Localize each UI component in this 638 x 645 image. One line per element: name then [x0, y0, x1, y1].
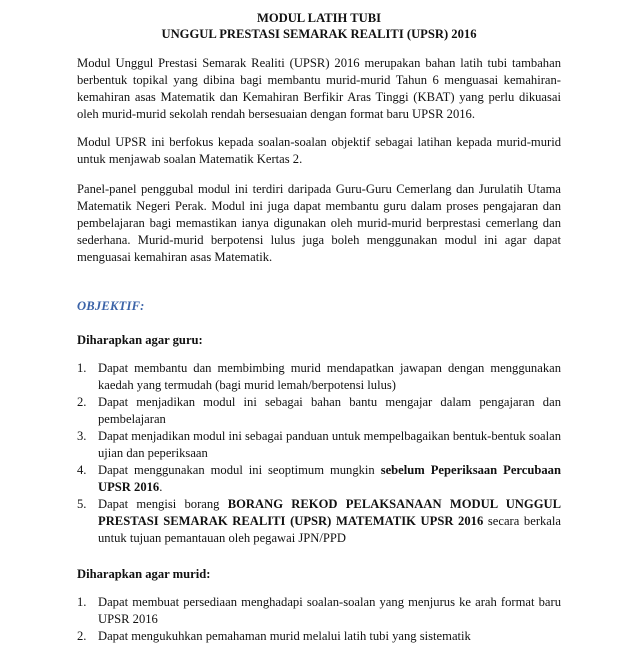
- list-item-number: 4.: [77, 463, 87, 477]
- list-item-text: Dapat mengukuhkan pemahaman murid melalui latih tubi yang sistematik: [98, 629, 471, 643]
- list-item: [77, 394, 561, 428]
- murid-heading: Diharapkan agar murid:: [77, 567, 211, 581]
- list-item-text: Dapat menggunakan modul ini seoptimum mungkin: [98, 463, 381, 477]
- list-item: [77, 360, 561, 394]
- intro-paragraph-3: Panel-panel penggubal modul ini terdiri daripada Guru-Guru Cemerlang dan Jurulatih Utama Matematik Negeri Perak. Modul ini juga dapat membantu guru dalam proses pengajaran dan pembelajaran bagi memastikan ianya digunakan oleh murid-murid berprestasi cemerlang dan sederhana. Murid-murid berpotensi lulus juga boleh menggunakan modul ini agar dapat menguasai kemahiran asas Matematik.: [77, 182, 561, 264]
- list-item-number: 2.: [77, 395, 87, 409]
- list-item-text-end: .: [159, 480, 163, 494]
- list-item: [77, 628, 561, 645]
- murid-objectives-list: [77, 594, 561, 645]
- list-item-number: 5.: [77, 497, 87, 511]
- list-item-number: 1.: [77, 595, 87, 609]
- list-item-number: 3.: [77, 429, 87, 443]
- intro-paragraph-1: Modul Unggul Prestasi Semarak Realiti (UPSR) 2016 merupakan bahan latih tubi tambahan berbentuk topikal yang dibina bagi membantu murid-murid Tahun 6 menguasai kemahiran-kemahiran asas Matematik dan Kemahiran Berfikir Aras Tinggi (KBAT) yang perlu dikuasai oleh murid-murid sekolah rendah bersesuaian dengan format baru UPSR 2016.: [77, 56, 561, 121]
- list-item-bold-text: BORANG REKOD PELAKSANAAN MODUL UNGGUL PRESTASI SEMARAK REALITI (UPSR) MATEMATIK UPSR 2016: [98, 497, 561, 528]
- list-item: [77, 496, 561, 547]
- list-item-text: Dapat mengisi borang: [98, 497, 228, 511]
- list-item-number: 1.: [77, 361, 87, 375]
- list-item-text: Dapat menjadikan modul ini sebagai bahan bantu mengajar dalam pengajaran dan pembelajaran: [98, 395, 561, 426]
- document-title-line-2: UNGGUL PRESTASI SEMARAK REALITI (UPSR) 2016: [161, 27, 477, 41]
- guru-objectives-list: [77, 360, 561, 547]
- list-item: [77, 428, 561, 462]
- list-item-bold-text: sebelum Peperiksaan Percubaan UPSR 2016: [98, 463, 561, 494]
- list-item-number: 2.: [77, 629, 87, 643]
- document-title-line-1: MODUL LATIH TUBI: [256, 11, 382, 25]
- list-item-text-end: secara berkala untuk tujuan pemantauan oleh pegawai JPN/PPD: [98, 514, 561, 545]
- intro-paragraph-2: Modul UPSR ini berfokus kepada soalan-soalan objektif sebagai latihan kepada murid-murid untuk menjawab soalan Matematik Kertas 2.: [77, 135, 561, 166]
- objektif-heading: OBJEKTIF:: [77, 299, 145, 313]
- list-item-text: Dapat membuat persediaan menghadapi soalan-soalan yang menjurus ke arah format baru UPSR 2016: [98, 595, 561, 626]
- document-page: [77, 10, 561, 645]
- list-item: [77, 594, 561, 628]
- list-item-text: Dapat menjadikan modul ini sebagai panduan untuk mempelbagaikan bentuk-bentuk soalan ujian dan peperiksaan: [98, 429, 561, 460]
- list-item-text: Dapat membantu dan membimbing murid mendapatkan jawapan dengan menggunakan kaedah yang termudah (bagi murid lemah/berpotensi lulus): [98, 361, 561, 392]
- list-item: [77, 462, 561, 496]
- guru-heading: Diharapkan agar guru:: [77, 333, 203, 347]
